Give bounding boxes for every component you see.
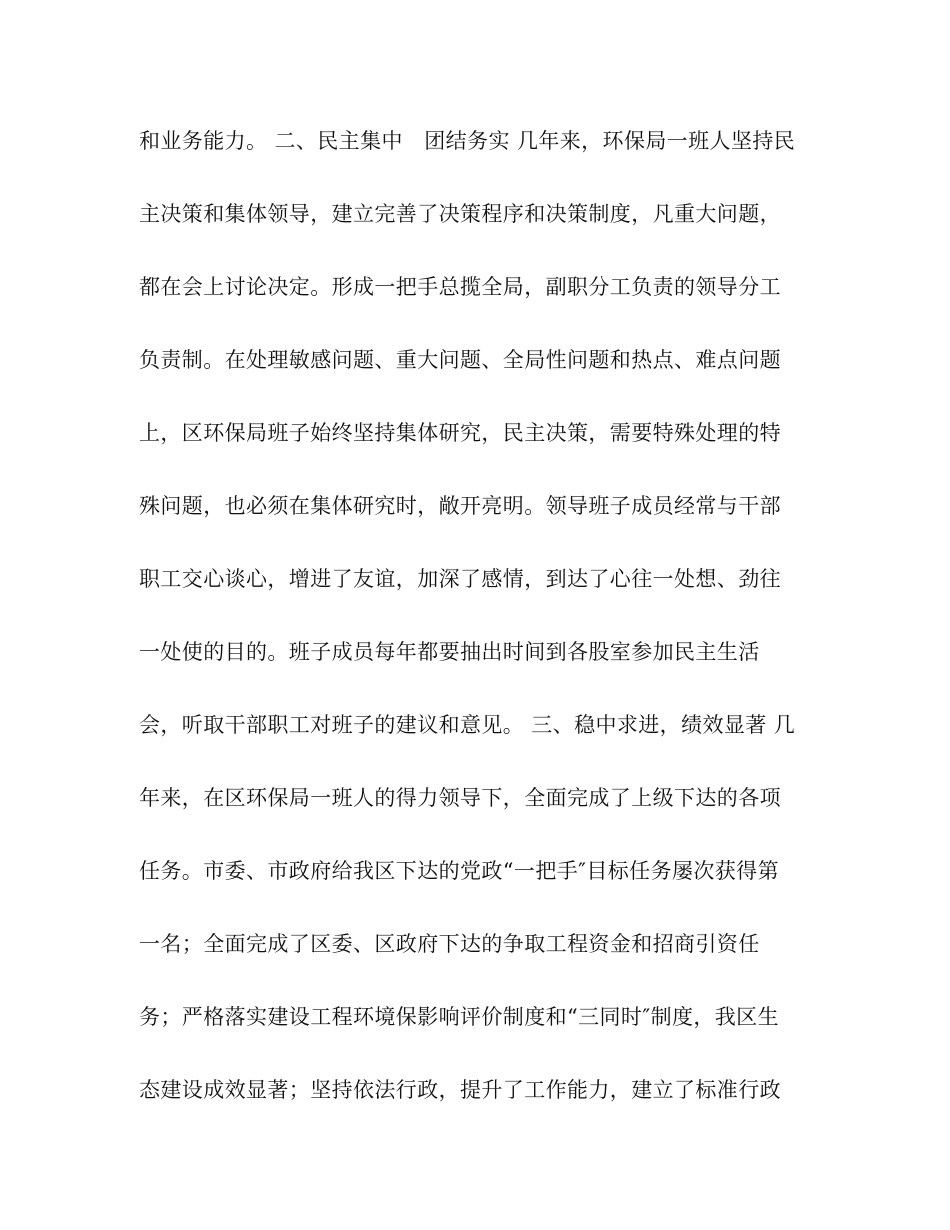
text-line-10: 年来，在区环保局一班人的得力领导下，全面完成了上级下达的各项 <box>139 786 781 810</box>
text-line-9: 会，听取干部职工对班子的建议和意见。 三、稳中求进，绩效显著 几 <box>139 713 796 737</box>
text-line-5: 上，区环保局班子始终坚持集体研究，民主决策，需要特殊处理的特 <box>139 421 781 445</box>
text-line-6: 殊问题，也必须在集体研究时，敞开亮明。领导班子成员经常与干部 <box>139 494 781 518</box>
text-line-13: 务；严格落实建设工程环境保影响评价制度和“三同时″制度，我区生 <box>139 1005 779 1029</box>
text-line-12: 一名；全面完成了区委、区政府下达的争取工程资金和招商引资任 <box>139 932 760 956</box>
text-line-1: 和业务能力。 二、民主集中 团结务实 几年来，环保局一班人坚持民 <box>139 129 796 153</box>
text-line-11: 任务。市委、市政府给我区下达的党政“一把手″目标任务屡次获得第 <box>139 859 779 883</box>
text-line-4: 负责制。在处理敏感问题、重大问题、全局性问题和热点、难点问题 <box>139 348 781 372</box>
text-line-3: 都在会上讨论决定。形成一把手总揽全局，副职分工负责的领导分工 <box>139 275 781 299</box>
text-line-7: 职工交心谈心，增进了友谊，加深了感情，到达了心往一处想、劲往 <box>139 567 781 591</box>
text-line-14: 态建设成效显著；坚持依法行政，提升了工作能力，建立了标准行政 <box>139 1078 781 1102</box>
text-line-8: 一处使的目的。班子成员每年都要抽出时间到各股室参加民主生活 <box>139 640 760 664</box>
text-line-2: 主决策和集体领导，建立完善了决策程序和决策制度，凡重大问题， <box>139 202 781 226</box>
